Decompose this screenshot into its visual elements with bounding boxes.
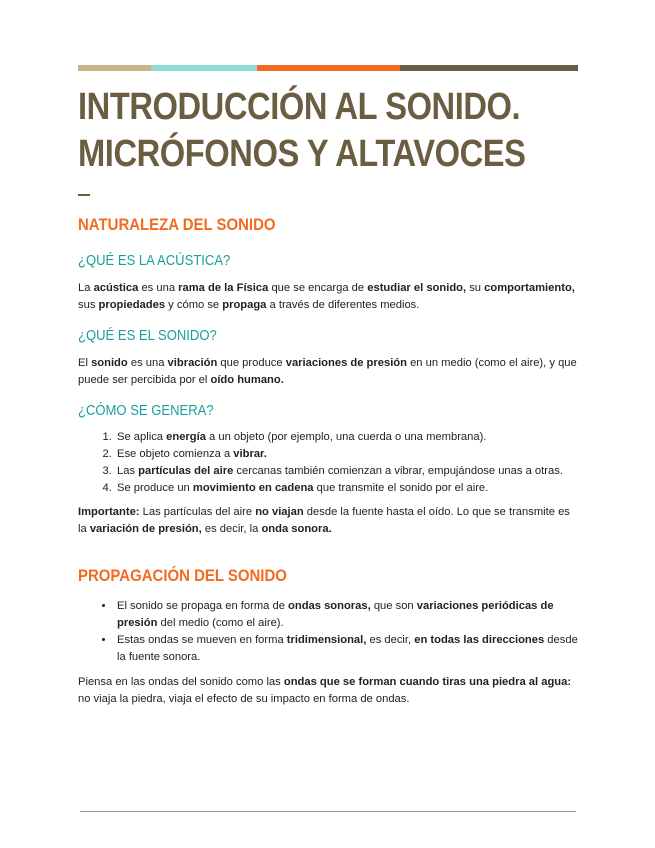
title-line-1: INTRODUCCIÓN AL SONIDO.	[78, 86, 521, 128]
color-bar-segment-orange	[257, 65, 400, 71]
list-item: 1. Se aplica energía a un objeto (por ejemplo, una cuerda o una membrana).	[115, 429, 578, 446]
list-item: 3. Las partículas del aire cercanas también comienzan a vibrar, empujándose unas a otras.	[115, 463, 578, 480]
document-title	[78, 84, 525, 178]
section-heading-naturaleza: NATURALEZA DEL SONIDO	[78, 215, 276, 234]
subheading-genera: ¿CÓMO SE GENERA?	[78, 403, 214, 419]
footer-divider	[80, 811, 576, 812]
subheading-acustica: ¿QUÉ ES LA ACÚSTICA?	[78, 253, 231, 269]
list-item: 4. Se produce un movimiento en cadena que transmite el sonido por el aire.	[115, 480, 578, 497]
list-item: • El sonido se propaga en forma de ondas sonoras, que son variaciones periódicas de presión del medio (como el aire).	[115, 598, 578, 632]
color-bar-segment-cyan	[151, 65, 257, 71]
paragraph-acustica: La acústica es una rama de la Física que se encarga de estudiar el sonido, su comportamiento, sus propiedades y cómo se propaga a través de diferentes medios.	[78, 282, 575, 311]
color-bar-segment-tan	[78, 65, 151, 71]
subheading-sonido: ¿QUÉ ES EL SONIDO?	[78, 328, 217, 344]
bullet-list	[78, 598, 578, 666]
title-line-2: MICRÓFONOS Y ALTAVOCES	[78, 133, 526, 175]
paragraph-importante: Importante: Las partículas del aire no viajan desde la fuente hasta el oído. Lo que se transmite es la variación de presión, es decir, la onda sonora.	[78, 506, 570, 535]
steps-list	[78, 429, 578, 497]
color-bar-segment-brown	[400, 65, 578, 71]
list-item: • Estas ondas se mueven en forma tridimensional, es decir, en todas las direcciones desde la fuente sonora.	[115, 632, 578, 666]
paragraph-sonido: El sonido es una vibración que produce variaciones de presión en un medio (como el aire), y que puede ser percibida por el oído humano.	[78, 357, 577, 386]
header-color-bar	[78, 65, 578, 71]
paragraph-piensa: Piensa en las ondas del sonido como las ondas que se forman cuando tiras una piedra al agua: no viaja la piedra, viaja el efecto de su impacto en forma de ondas.	[78, 676, 572, 705]
list-item: 2. Ese objeto comienza a vibrar.	[115, 446, 578, 463]
document-body	[78, 210, 578, 708]
section-heading-propagacion: PROPAGACIÓN DEL SONIDO	[78, 566, 287, 585]
title-divider	[78, 194, 90, 196]
